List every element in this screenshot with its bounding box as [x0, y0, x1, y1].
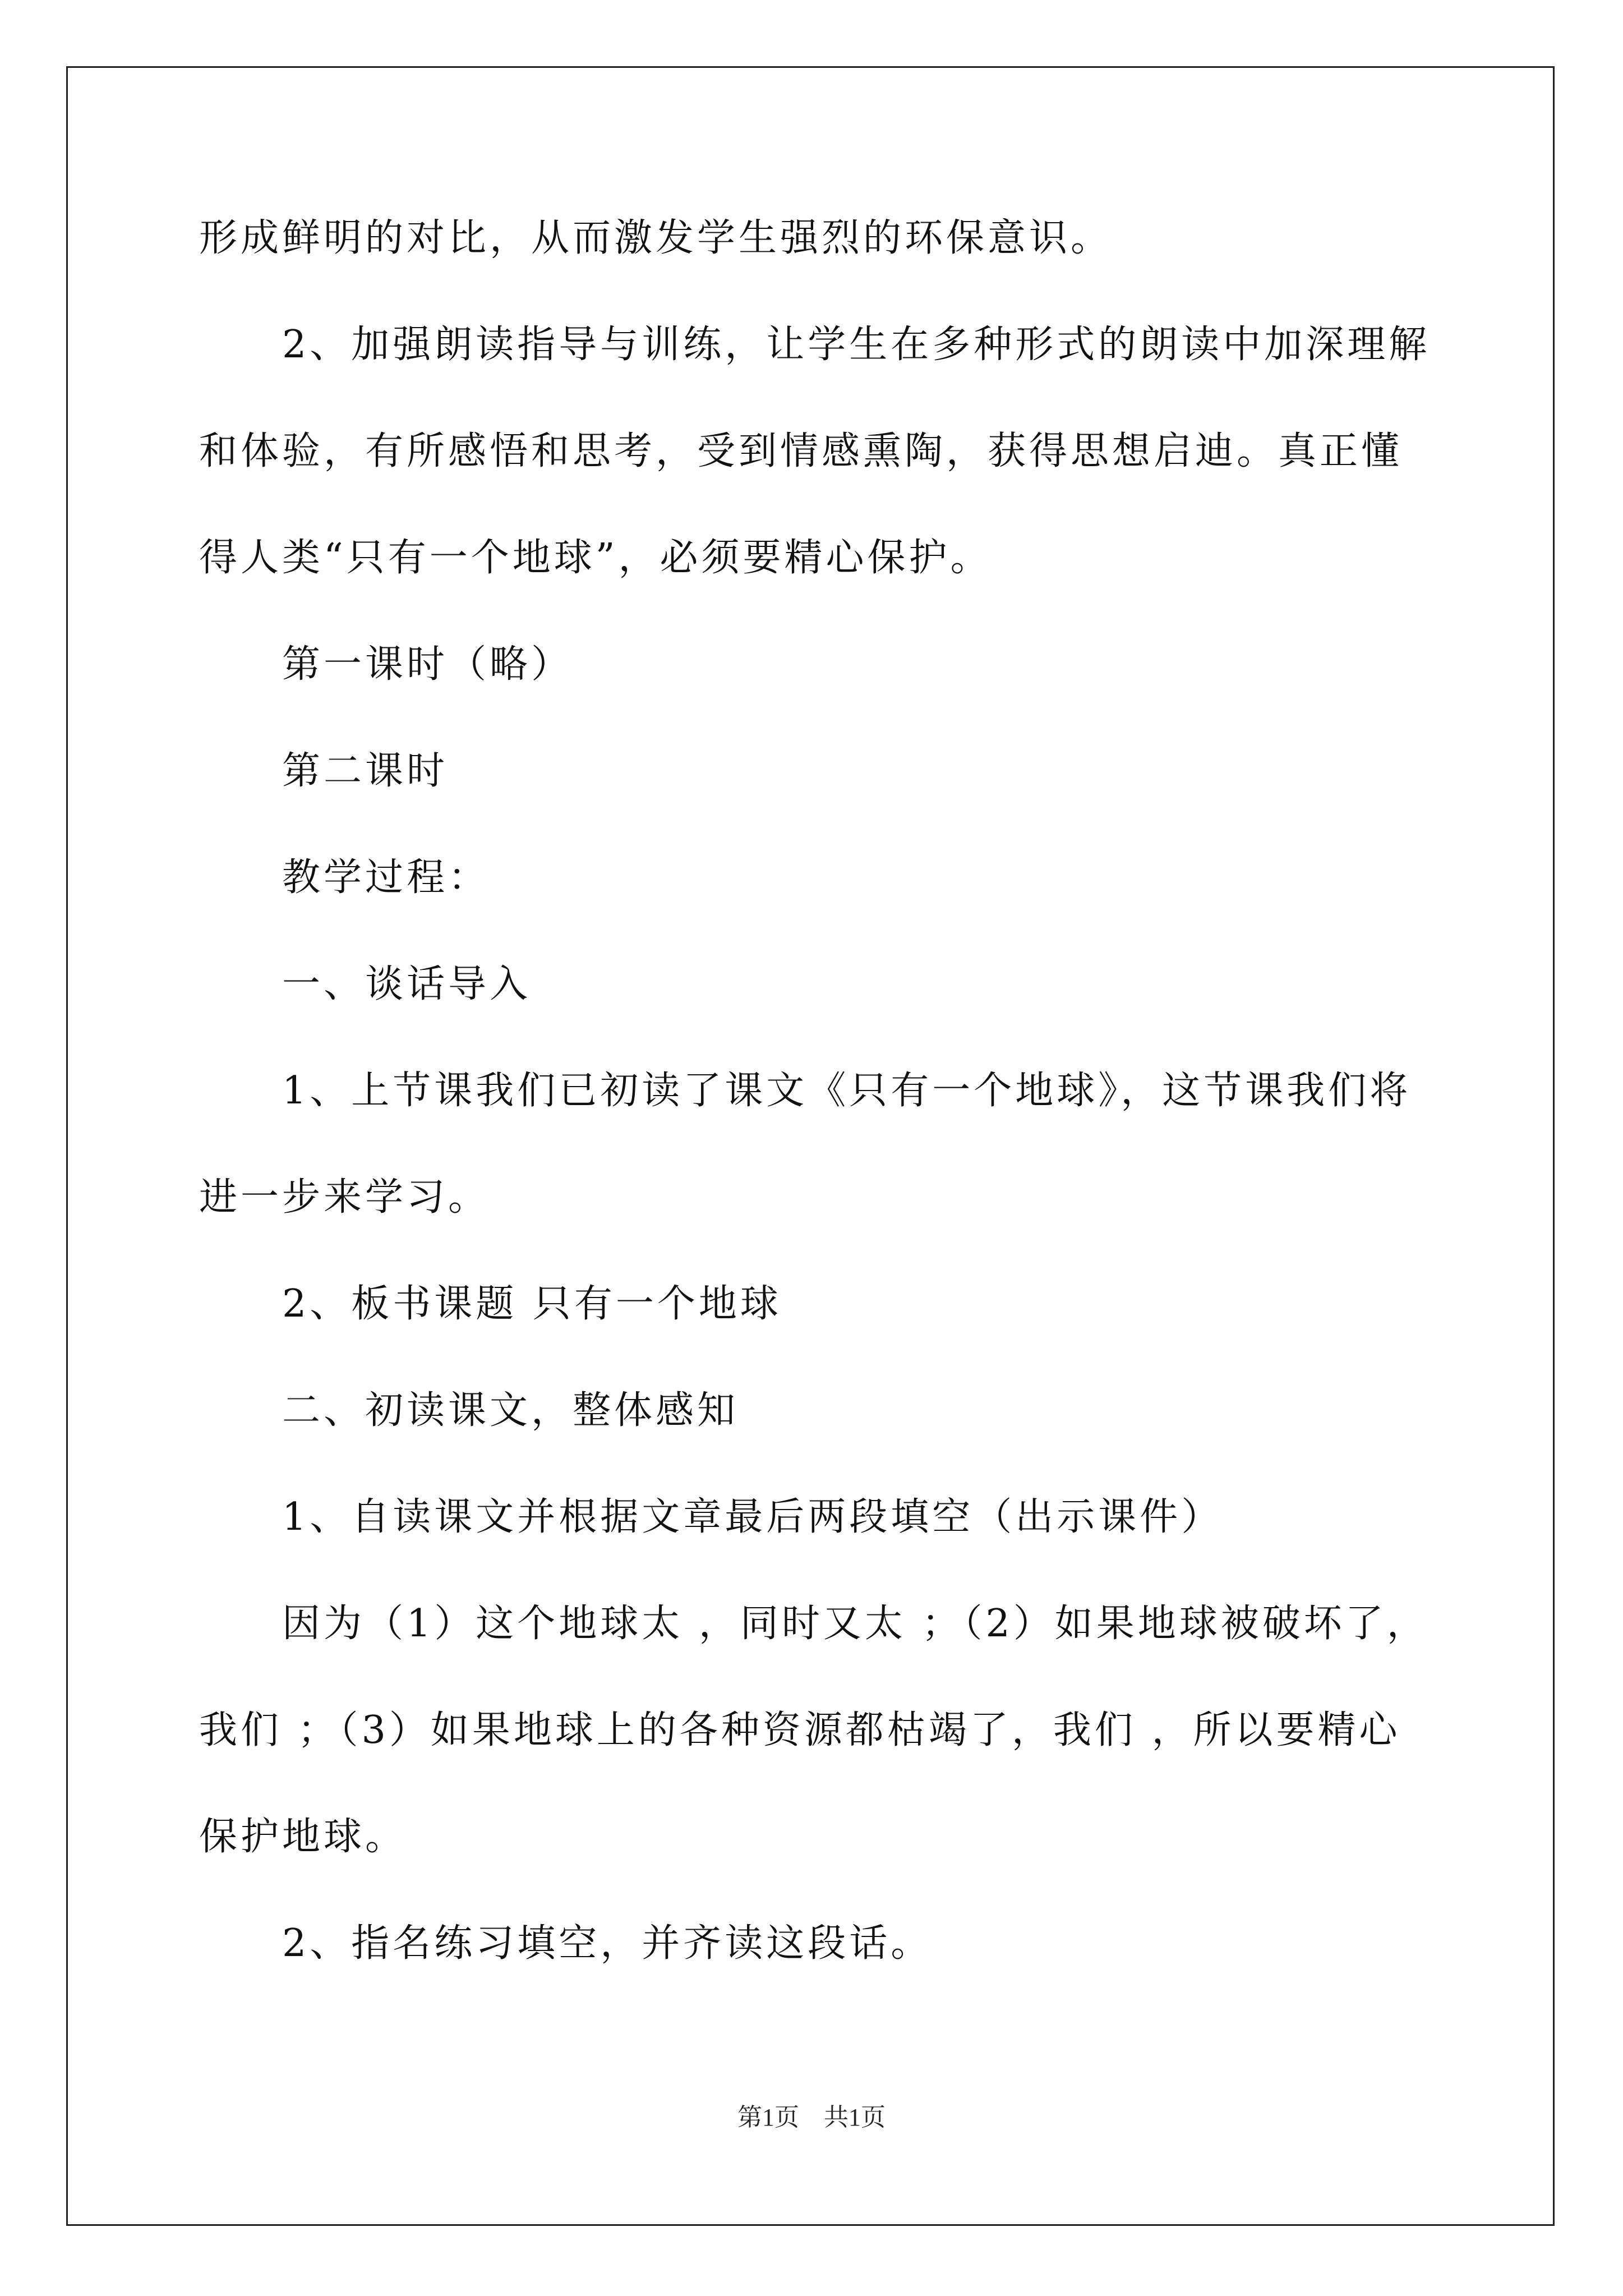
paragraph-1: 形成鲜明的对比，从而激发学生强烈的环保意识。	[199, 216, 1113, 260]
paragraph-6: 一、谈话导入	[282, 962, 532, 1006]
paragraph-5: 教学过程：	[282, 855, 490, 900]
page-number-total: 共1页	[824, 2104, 886, 2131]
page-number-current: 第1页	[737, 2104, 799, 2131]
paragraph-11: 因为（1）这个地球太 ，同时又太 ；（2）如果地球被破坏了，我们 ；（3）如果地球上的各种资源都枯竭了，我们 ，所以要精心保护地球。	[199, 1602, 1428, 1859]
paragraph-4: 第二课时	[282, 749, 449, 793]
document-body	[199, 185, 1433, 1997]
paragraph-7: 1、上节课我们已初读了课文《只有一个地球》，这节课我们将进一步来学习。	[199, 1069, 1412, 1220]
paragraph-3: 第一课时（略）	[282, 642, 573, 687]
paragraph-9: 二、初读课文，整体感知	[282, 1388, 739, 1433]
paragraph-8: 2、板书课题 只有一个地球	[282, 1282, 782, 1326]
paragraph-12: 2、指名练习填空，并齐读这段话。	[282, 1921, 933, 1966]
paragraph-10: 1、自读课文并根据文章最后两段填空（出示课件）	[282, 1495, 1223, 1539]
page-footer	[0, 2097, 1623, 2133]
paragraph-2: 2、加强朗读指导与训练，让学生在多种形式的朗读中加深理解和体验，有所感悟和思考，受到情感熏陶，获得思想启迪。真正懂得人类“只有一个地球”，必须要精心保护。	[199, 323, 1431, 580]
